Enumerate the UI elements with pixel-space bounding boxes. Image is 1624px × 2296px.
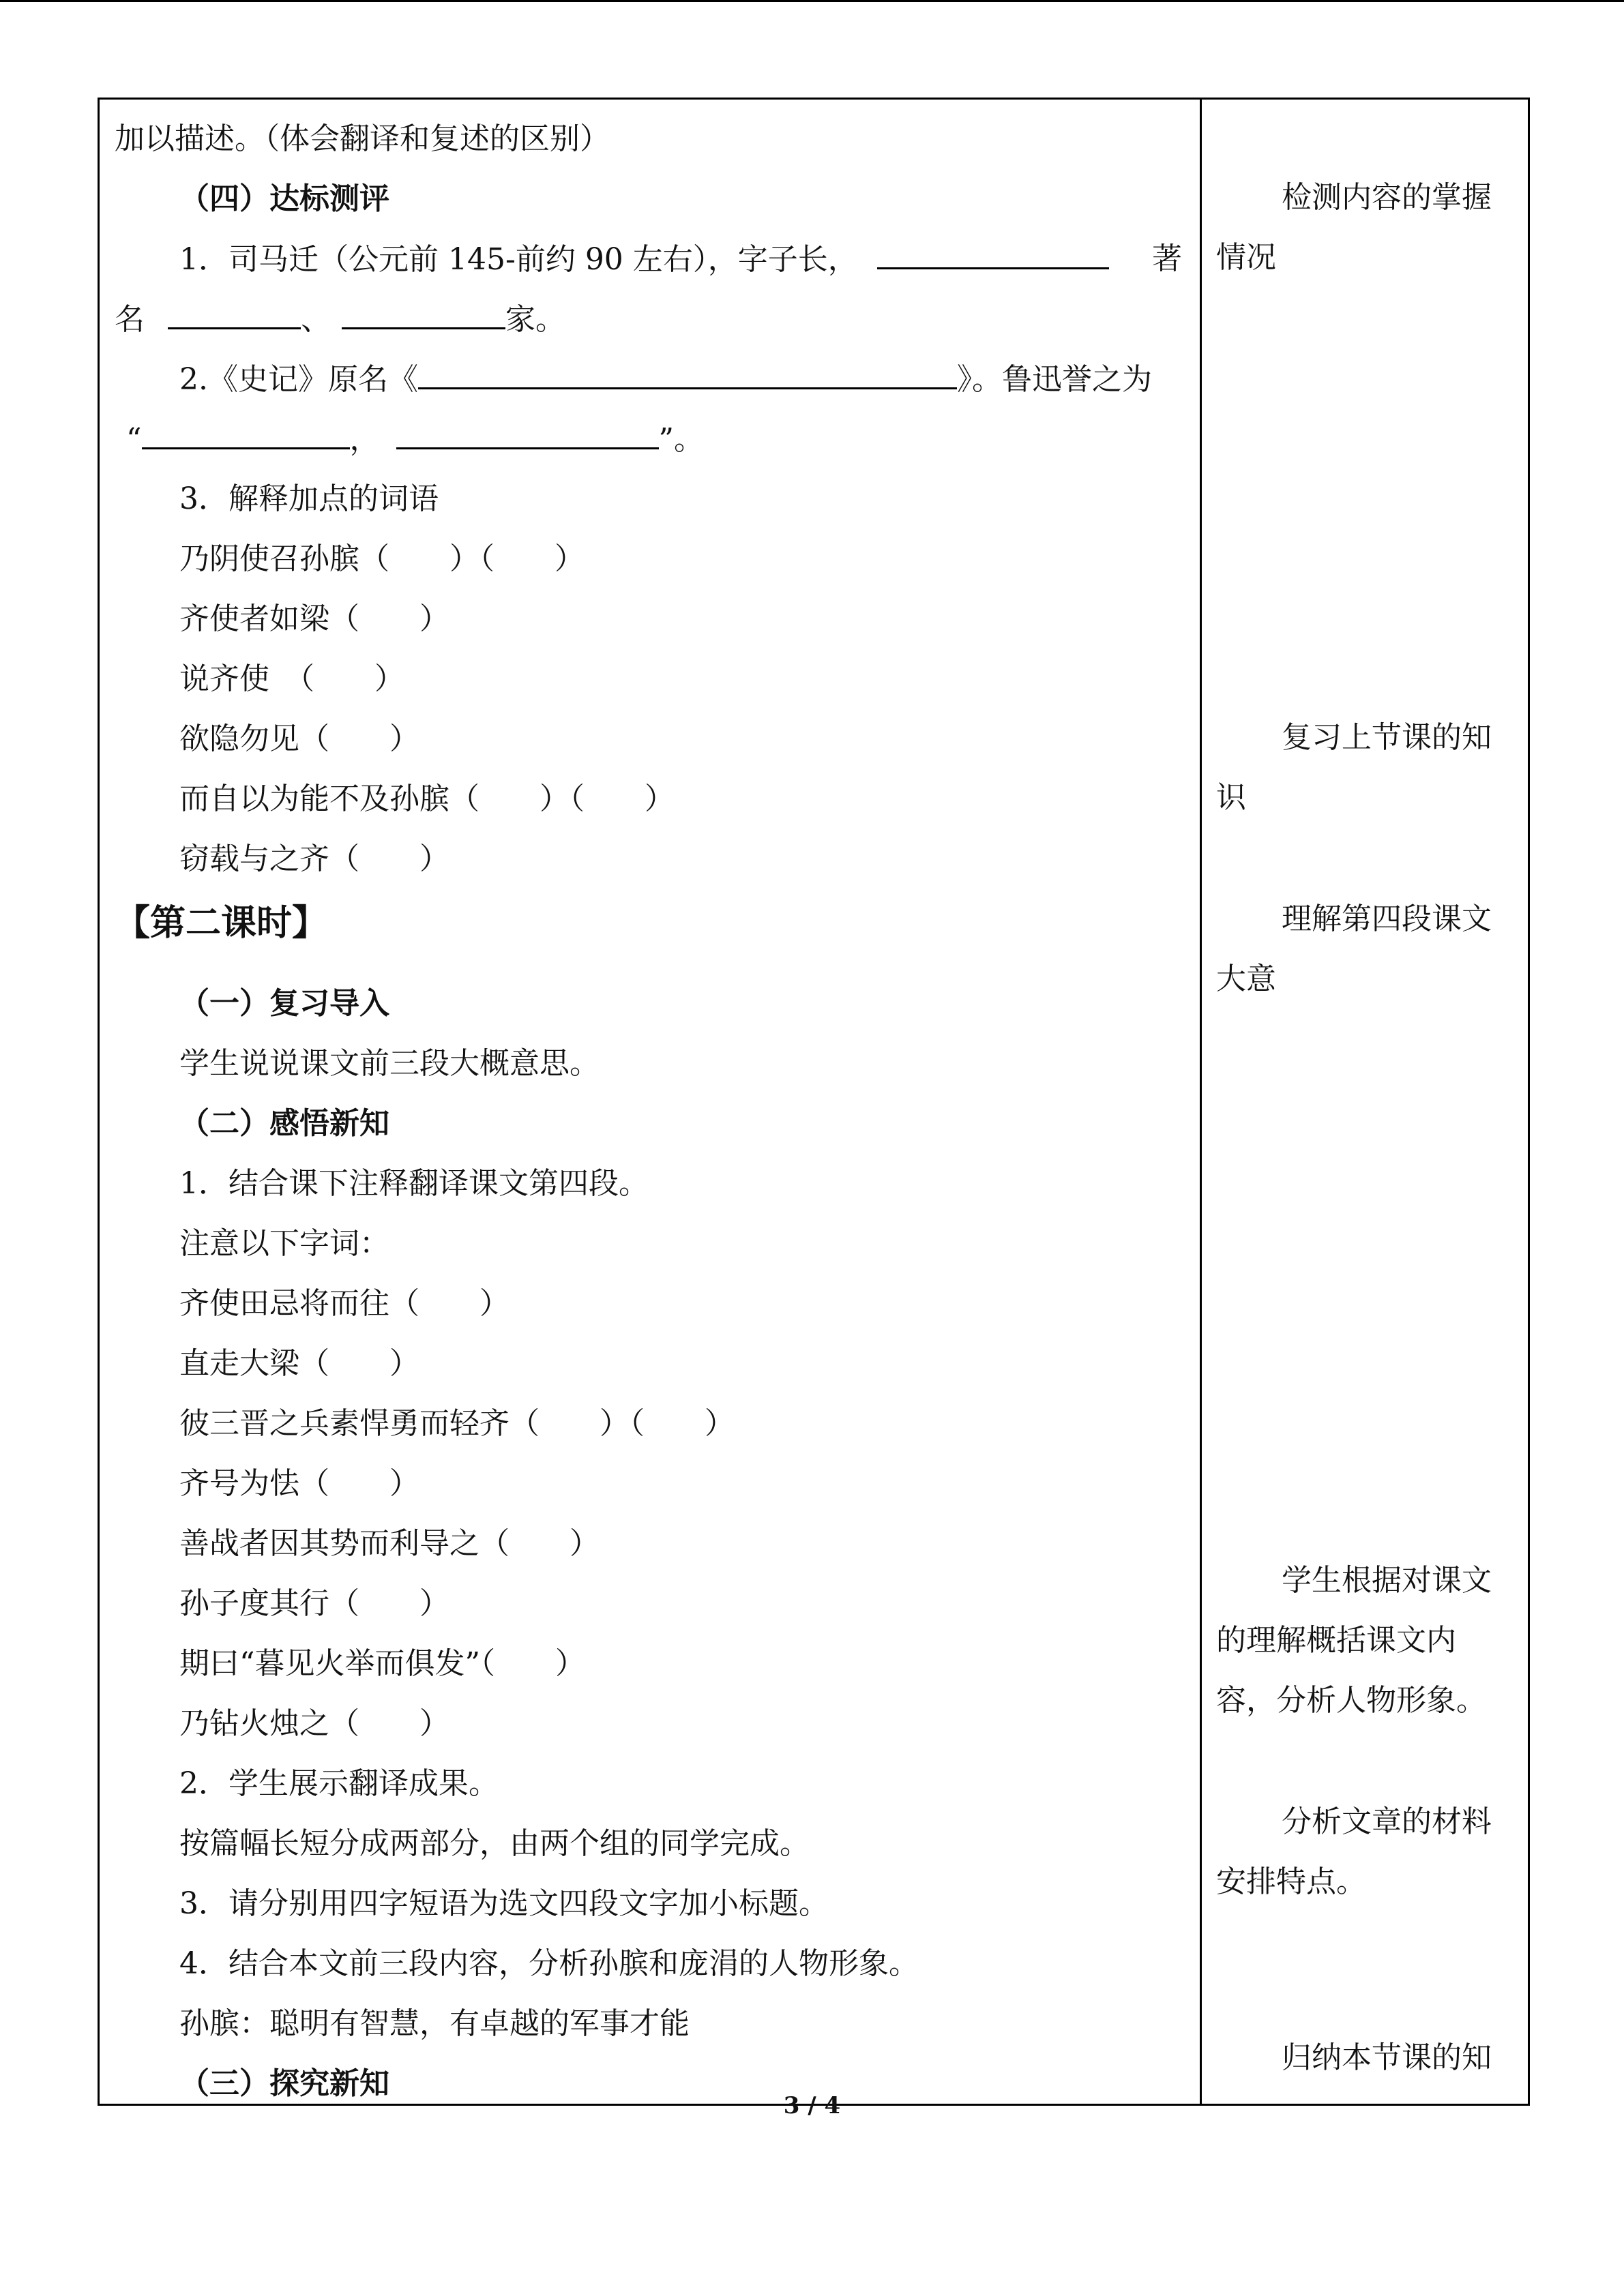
column-divider xyxy=(1200,98,1202,2106)
fill-blank xyxy=(168,300,301,329)
vocab-item: 乃阴使召孙膑（ ）（ ） xyxy=(179,541,585,576)
page-number: 3 / 4 xyxy=(783,2092,841,2119)
question-1-line xyxy=(179,240,1182,279)
vocab-item: 期曰“暮见火举而俱发”（ ） xyxy=(179,1646,585,1681)
note-block xyxy=(1216,2028,1516,2088)
vocab-item: 窃载与之齐（ ） xyxy=(179,841,449,876)
section-heading: （四）达标测评 xyxy=(179,181,389,216)
vocab-item: 孙子度其行（ ） xyxy=(179,1586,449,1621)
note-line: 识 xyxy=(1216,780,1246,815)
vocab-item: 直走大梁（ ） xyxy=(179,1346,419,1381)
note-line: 大意 xyxy=(1216,961,1276,996)
question-1-ming: 名 xyxy=(115,302,145,337)
vocab-item: 齐号为怯（ ） xyxy=(179,1466,419,1501)
text-line: 按篇幅长短分成两部分，由两个组的同学完成。 xyxy=(179,1826,810,1861)
text-line: 加以描述。（体会翻译和复述的区别） xyxy=(115,121,610,156)
note-line: 的理解概括课文内 xyxy=(1216,1623,1456,1658)
quote-close: ”。 xyxy=(658,422,704,457)
note-line: 安排特点。 xyxy=(1216,1864,1366,1899)
note-line: 学生根据对课文 xyxy=(1282,1563,1492,1598)
question-3: 3．解释加点的词语 xyxy=(179,481,439,516)
note-block xyxy=(1216,168,1516,288)
vocab-item: 而自以为能不及孙膑（ ）（ ） xyxy=(179,781,675,816)
question-1-sep: 、 xyxy=(301,302,331,337)
note-line: 复习上节课的知 xyxy=(1282,720,1492,755)
text-line: 2．学生展示翻译成果。 xyxy=(179,1766,499,1801)
section-heading: （一）复习导入 xyxy=(179,986,389,1021)
note-block xyxy=(1216,889,1516,1009)
quote-open: “ xyxy=(126,422,142,457)
fill-blank xyxy=(418,360,957,389)
fill-blank xyxy=(877,240,1109,269)
text-line: 学生说说课文前三段大概意思。 xyxy=(179,1046,600,1081)
note-block xyxy=(1216,708,1516,828)
vocab-item: 齐使者如梁（ ） xyxy=(179,601,449,636)
question-2-cont xyxy=(126,420,704,459)
vocab-item: 欲隐勿见（ ） xyxy=(179,721,419,756)
note-line: 容，分析人物形象。 xyxy=(1216,1683,1486,1718)
note-block xyxy=(1216,1551,1516,1731)
section-heading: （三）探究新知 xyxy=(179,2066,389,2101)
text-line: 4．结合本文前三段内容，分析孙膑和庞涓的人物形象。 xyxy=(179,1946,919,1981)
note-line: 情况 xyxy=(1216,240,1276,275)
top-border xyxy=(0,0,1624,2)
question-2-line xyxy=(179,360,1152,399)
question-2-end: 》。鲁迅誉之为 xyxy=(956,362,1152,397)
lesson-2-title: 【第二课时】 xyxy=(115,902,328,944)
note-line: 归纳本节课的知 xyxy=(1282,2040,1492,2075)
text-line: 1．结合课下注释翻译课文第四段。 xyxy=(179,1166,649,1201)
text-line: 孙膑：聪明有智慧，有卓越的军事才能 xyxy=(179,2006,690,2041)
question-1-jia: 家。 xyxy=(505,302,565,337)
note-line: 检测内容的掌握 xyxy=(1282,180,1492,215)
question-1-cont xyxy=(115,300,565,339)
note-block xyxy=(1216,1792,1516,1912)
vocab-item: 彼三晋之兵素悍勇而轻齐（ ）（ ） xyxy=(179,1406,735,1441)
note-line: 理解第四段课文 xyxy=(1282,901,1492,936)
fill-blank xyxy=(142,420,350,449)
text-line: 3．请分别用四字短语为选文四段文字加小标题。 xyxy=(179,1886,829,1921)
vocab-item: 齐使田忌将而往（ ） xyxy=(179,1286,510,1321)
section-heading: （二）感悟新知 xyxy=(179,1106,389,1141)
text-line: 注意以下字词： xyxy=(179,1226,389,1261)
vocab-item: 善战者因其势而利导之（ ） xyxy=(179,1526,600,1561)
question-1-end: 著 xyxy=(1152,241,1182,276)
vocab-item: 乃钻火烛之（ ） xyxy=(179,1706,449,1741)
comma: ， xyxy=(349,422,380,457)
question-2-text: 2.《史记》原名《 xyxy=(179,362,418,397)
fill-blank xyxy=(396,420,659,449)
question-1-text: 1．司马迁（公元前 145-前约 90 左右），字子长， xyxy=(179,242,858,277)
note-line: 分析文章的材料 xyxy=(1282,1804,1492,1839)
fill-blank xyxy=(342,300,505,329)
vocab-item: 说齐使 （ ） xyxy=(179,661,404,696)
